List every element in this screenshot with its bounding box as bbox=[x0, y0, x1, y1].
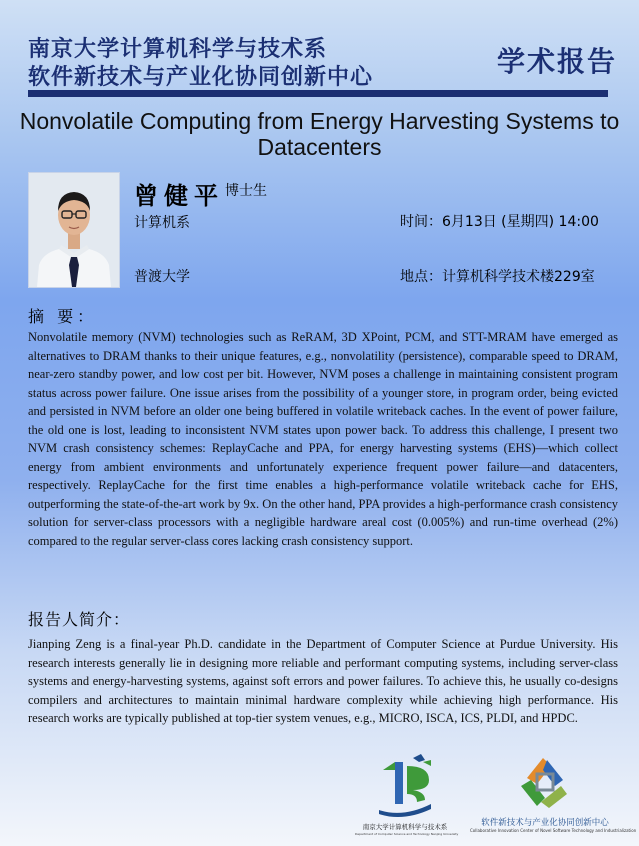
speaker-title: 博士生 bbox=[225, 183, 267, 199]
person-photo-icon bbox=[29, 173, 119, 287]
header-report-label: 学术报告 bbox=[496, 45, 617, 78]
event-time: 时间：6月13日 (星期四) 14:00 bbox=[400, 214, 599, 230]
header-department: 南京大学计算机科学与技术系 bbox=[28, 37, 328, 62]
header-divider bbox=[28, 90, 608, 97]
bio-heading: 报告人简介： bbox=[28, 610, 131, 629]
nju-cs-logo bbox=[355, 752, 459, 844]
event-place: 地点：计算机科学技术楼229室 bbox=[400, 269, 595, 285]
abstract-heading: 摘 要： bbox=[28, 307, 98, 326]
abstract-text: Nonvolatile memory (NVM) technologies such as ReRAM, 3D XPoint, PCM, and STT-MRAM have emerged as alternatives to DRAM thanks to their unique features, e.g., nonvolatility (persistence), comparable speed to DRAM, near-zero standby power, and low cost per bit. However, NVM poses a challenge in maintaining consistent program status across power failure. One issue arises from the possibility of a younger store, in program order, being evicted and persisted in NVM before an older one being buffered in volatile writeback caches. In the event of power failure, the old one is lost, leading to inconsistent NVM states upon power back. To address this challenge, I present two NVM crash consistency schemes: ReplayCache and PPA, for energy harvesting systems (EHS)—which collect energy from ambient environments and unfortunately experience frequent power failure—and datacenters, respectively. ReplayCache for the first time enables a high-performance volatile writeback cache for EHS, outperforming the state-of-the-art work by 9x. On the other hand, PPA provides a high-performance crash consistency solution for server-class processors with a negligible hardware areal cost (0.005%) and run-time overhead (2%) compared to the regular server-class cores lacking crash consistency support. bbox=[28, 330, 619, 548]
innovation-center-logo bbox=[470, 752, 637, 844]
left-logo-subcaption: Department of Computer Science and Technology Nanjing University bbox=[355, 832, 459, 836]
speaker-university: 普渡大学 bbox=[134, 269, 190, 285]
speaker-name: 曾健平 bbox=[134, 181, 224, 210]
talk-title: Nonvolatile Computing from Energy Harvesting Systems to Datacenters bbox=[19, 108, 620, 160]
speaker-photo bbox=[28, 172, 120, 288]
header-center: 软件新技术与产业化协同创新中心 bbox=[28, 65, 374, 90]
nju-cs-logo-icon bbox=[373, 752, 437, 820]
right-logo-subcaption: Collaborative Innovation Center of Novel Software Technology and Industrialization bbox=[470, 828, 637, 833]
bio-text: Jianping Zeng is a final-year Ph.D. candidate in the Department of Computer Science at Purdue University. His research interests generally lie in designing more reliable and performant computing systems, including server-class systems and energy-harvesting systems, against soft errors and power failures. To achieve this, he usually co-designs compilers and architectures to maintain minimal hardware complexity while achieving high performance. His research works are typically published at top-tier system venues, e.g., MICRO, ISCA, ICS, PLDI, and HPDC. bbox=[28, 637, 618, 725]
left-logo-caption: 南京大学计算机科学与技术系 bbox=[362, 823, 448, 831]
innovation-center-logo-icon bbox=[517, 752, 573, 810]
speaker-department: 计算机系 bbox=[134, 215, 190, 231]
right-logo-caption: 软件新技术与产业化协同创新中心 bbox=[481, 818, 609, 828]
